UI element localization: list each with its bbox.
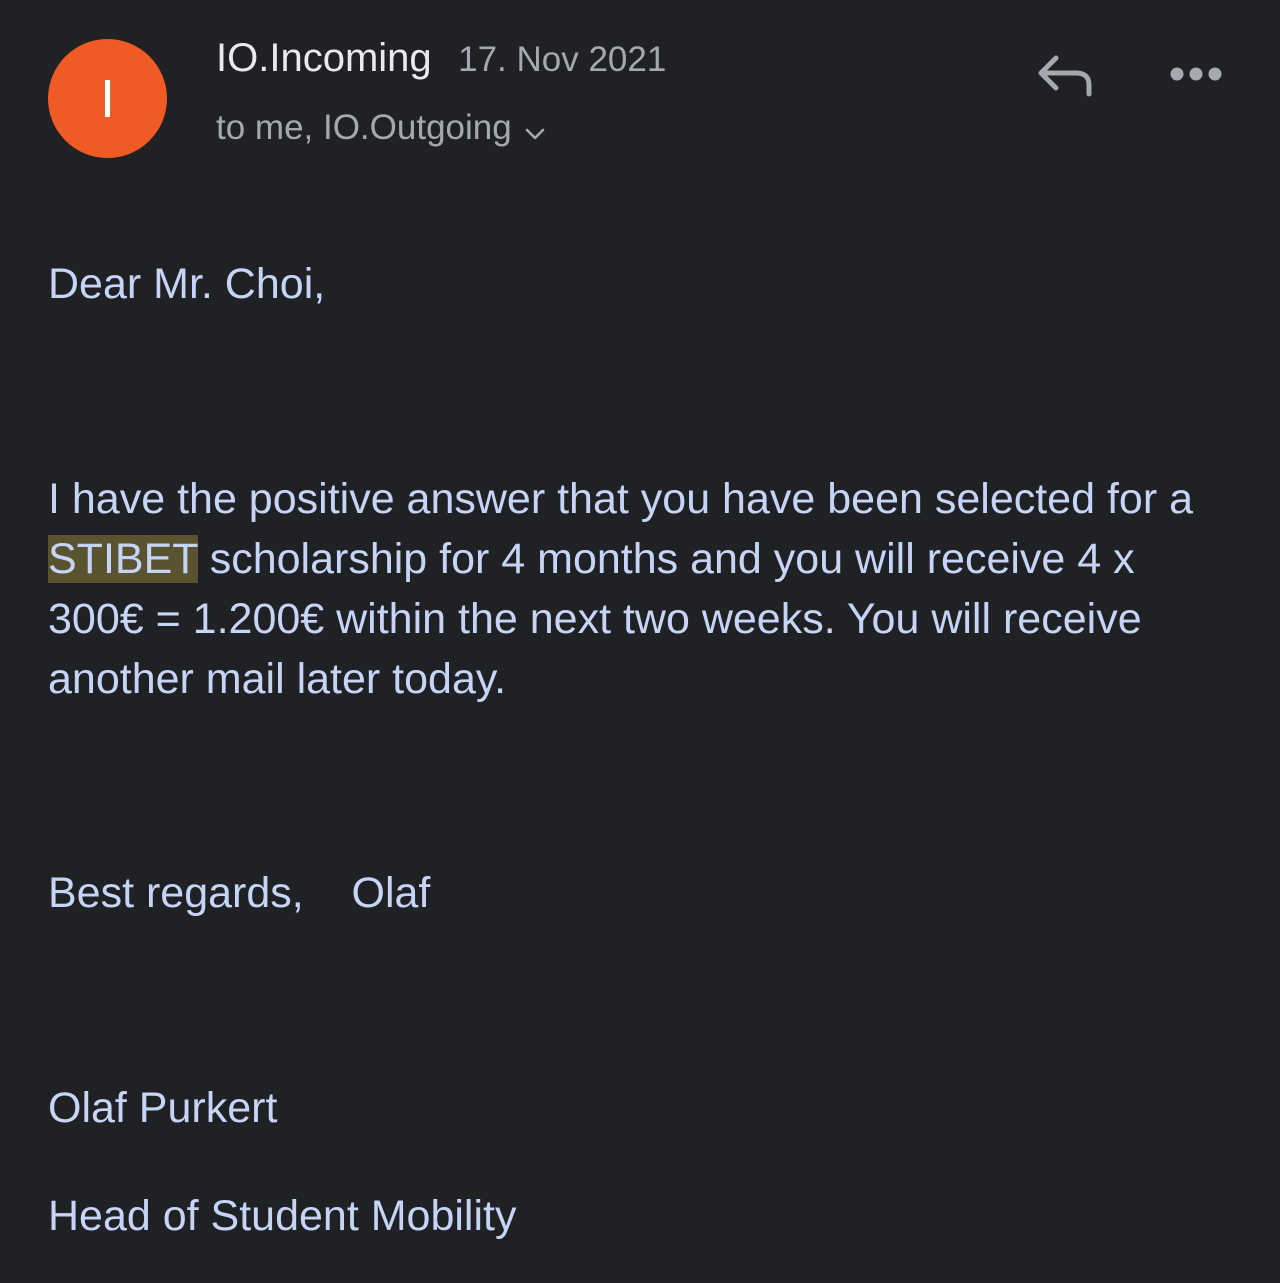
reply-button[interactable] [1034, 52, 1096, 100]
more-horizontal-icon [1168, 62, 1224, 86]
email-date: 17. Nov 2021 [458, 40, 667, 79]
avatar-letter: I [99, 68, 115, 129]
chevron-down-icon [524, 110, 546, 150]
search-highlight: STIBET [48, 535, 198, 583]
sender-name[interactable]: IO.Incoming [216, 36, 432, 80]
more-options-button[interactable] [1168, 62, 1224, 86]
email-main-paragraph [48, 469, 1238, 709]
para-text-after: scholarship for 4 months and you will receive 4 x 300€ = 1.200€ within the next two weeks. You will receive another mail later today. [48, 535, 1142, 703]
signature-name: Olaf Purkert [48, 1084, 278, 1132]
para-text-before: I have the positive answer that you have been selected for a [48, 475, 1194, 523]
signature-title: Head of Student Mobility [48, 1192, 517, 1240]
recipients-text: to me, IO.Outgoing [216, 108, 512, 147]
email-greeting: Dear Mr. Choi, [48, 260, 326, 308]
recipients-toggle[interactable] [216, 106, 546, 150]
sender-line [216, 36, 666, 81]
email-closing: Best regards, Olaf [48, 869, 431, 917]
sender-avatar[interactable] [48, 39, 167, 158]
reply-icon [1034, 52, 1096, 100]
